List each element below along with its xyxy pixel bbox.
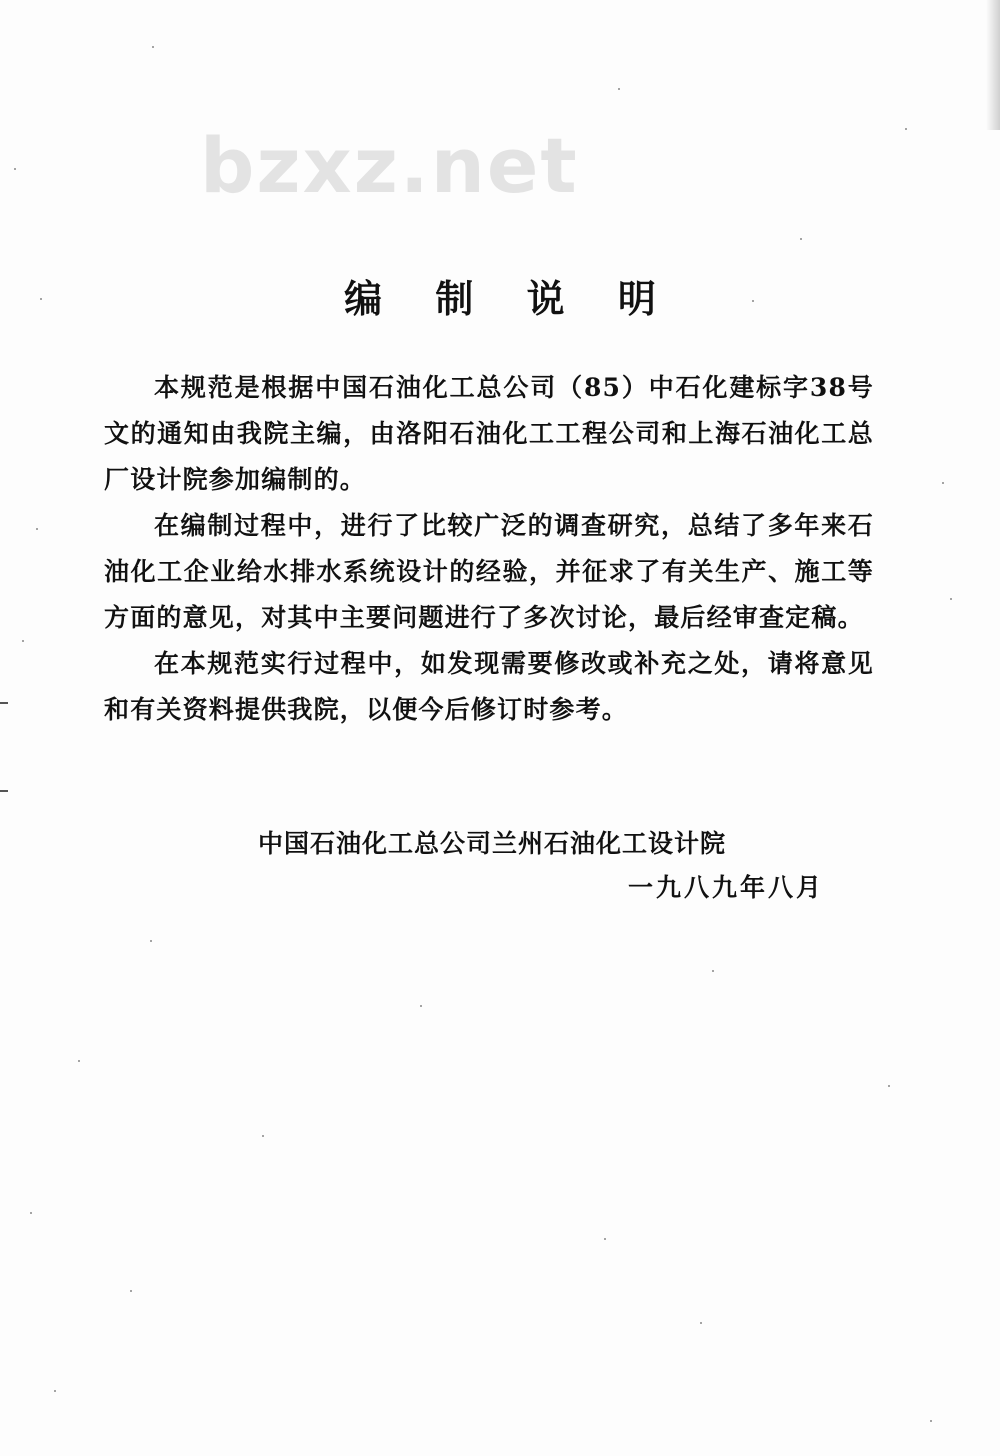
scan-speck [22,640,24,642]
scan-speck [130,1290,132,1292]
scan-speck [930,1420,932,1422]
body-text [104,365,874,733]
paragraph-1: 本规范是根据中国石油化工总公司（85）中石化建标字38号文的通知由我院主编，由洛阳石油化工工程公司和上海石油化工总厂设计院参加编制的。 [104,373,874,494]
signature-organization: 中国石油化工总公司兰州石油化工设计院 [258,829,727,858]
scan-speck [752,300,754,302]
scan-speck [152,46,154,48]
margin-mark [0,790,8,792]
scan-speck [712,970,714,972]
scan-speck [30,1212,32,1214]
scan-speck [40,298,42,300]
scan-speck [888,1085,890,1087]
page-title: 编 制 说 明 [344,276,676,321]
scan-speck [700,1322,702,1324]
paragraph-3: 在本规范实行过程中，如发现需要修改或补充之处，请将意见和有关资料提供我院，以便今后修订时参考。 [104,649,874,724]
margin-mark [0,702,8,704]
scan-speck [942,482,944,484]
scan-speck [800,238,802,240]
scan-speck [905,128,907,130]
signature-date: 一九八九年八月 [628,873,825,902]
scan-speck [618,88,620,90]
paragraph-2: 在编制过程中，进行了比较广泛的调查研究，总结了多年来石油化工企业给水排水系统设计的经验，并征求了有关生产、施工等方面的意见，对其中主要问题进行了多次讨论，最后经审查定稿。 [104,511,874,632]
scan-speck [604,1238,606,1240]
scan-speck [36,528,38,530]
scan-speck [54,1390,56,1392]
scan-speck [420,1005,422,1007]
scan-speck [78,1060,80,1062]
watermark: bzxz.net [200,121,579,210]
page-edge-shadow [986,0,1000,130]
scan-speck [950,598,952,600]
scan-speck [150,940,152,942]
scan-speck [14,168,16,170]
scan-speck [262,1135,264,1137]
